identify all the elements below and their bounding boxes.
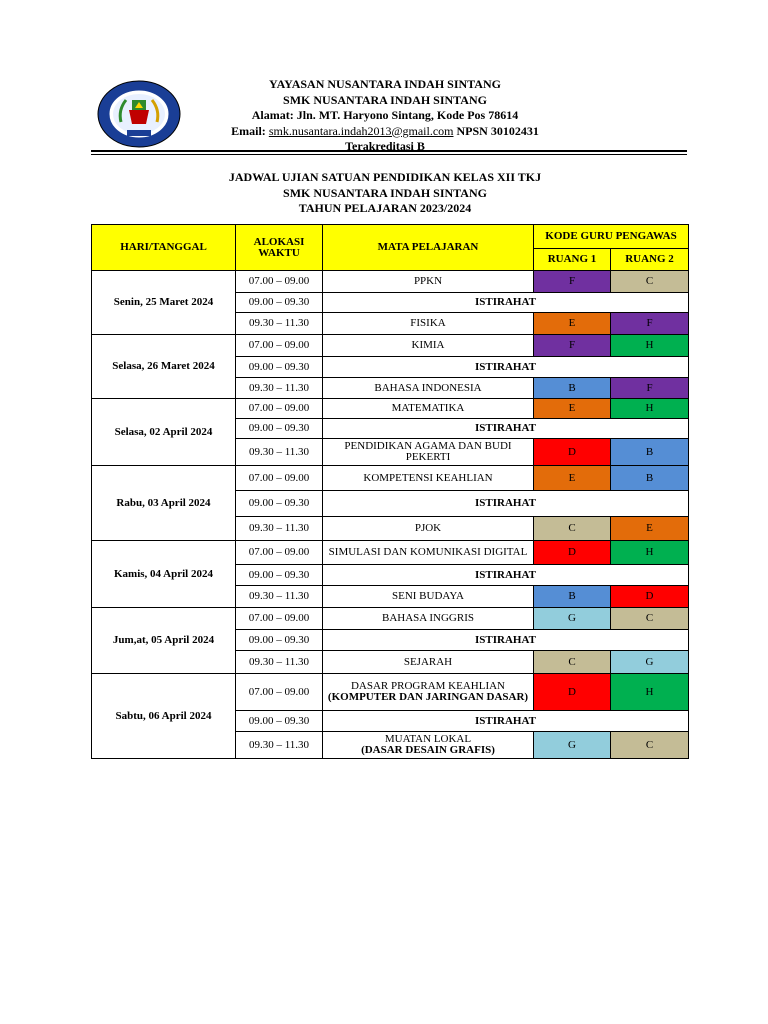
header-subject: MATA PELAJARAN bbox=[323, 225, 534, 271]
time-cell: 09.00 – 09.30 bbox=[236, 630, 323, 651]
time-cell: 09.00 – 09.30 bbox=[236, 419, 323, 439]
room-2-code: H bbox=[611, 541, 689, 565]
room-1-code: E bbox=[534, 399, 611, 419]
room-1-code: F bbox=[534, 335, 611, 357]
day-cell: Kamis, 04 April 2024 bbox=[92, 541, 236, 608]
room-1-code: F bbox=[534, 271, 611, 293]
room-2-code: D bbox=[611, 586, 689, 608]
time-cell: 07.00 – 09.00 bbox=[236, 674, 323, 711]
time-cell: 09.00 – 09.30 bbox=[236, 491, 323, 517]
time-cell: 09.30 – 11.30 bbox=[236, 517, 323, 541]
time-cell: 09.00 – 09.30 bbox=[236, 565, 323, 586]
subject-cell: BAHASA INGGRIS bbox=[323, 608, 534, 630]
day-cell: Selasa, 26 Maret 2024 bbox=[92, 335, 236, 399]
room-1-code: C bbox=[534, 517, 611, 541]
subject-main: MUATAN LOKAL bbox=[384, 733, 472, 745]
break-cell: ISTIRAHAT bbox=[323, 357, 689, 378]
time-cell: 07.00 – 09.00 bbox=[236, 271, 323, 293]
room-1-code: G bbox=[534, 608, 611, 630]
subject-cell bbox=[323, 674, 534, 711]
break-cell: ISTIRAHAT bbox=[323, 711, 689, 732]
subject-cell: MATEMATIKA bbox=[323, 399, 534, 419]
room-2-code: B bbox=[611, 439, 689, 466]
time-cell: 07.00 – 09.00 bbox=[236, 335, 323, 357]
room-1-code: D bbox=[534, 439, 611, 466]
subject-sub: (KOMPUTER DAN JARINGAN DASAR) bbox=[327, 691, 529, 703]
time-cell: 09.30 – 11.30 bbox=[236, 586, 323, 608]
header-rule-thin bbox=[91, 154, 687, 155]
time-cell: 09.30 – 11.30 bbox=[236, 313, 323, 335]
room-1-code: D bbox=[534, 674, 611, 711]
contact-line bbox=[200, 124, 570, 140]
day-cell: Selasa, 02 April 2024 bbox=[92, 399, 236, 466]
day-cell: Sabtu, 06 April 2024 bbox=[92, 674, 236, 759]
table-row bbox=[92, 399, 689, 419]
school-logo bbox=[96, 78, 182, 150]
room-1-code: B bbox=[534, 586, 611, 608]
exam-schedule-table bbox=[91, 224, 689, 759]
room-1-code: B bbox=[534, 378, 611, 399]
room-2-code: H bbox=[611, 674, 689, 711]
subject-cell: FISIKA bbox=[323, 313, 534, 335]
email-link[interactable]: smk.nusantara.indah2013@gmail.com bbox=[268, 123, 454, 138]
school-address: Alamat: Jln. MT. Haryono Sintang, Kode Pos 78614 bbox=[251, 108, 519, 122]
header-day: HARI/TANGGAL bbox=[92, 225, 236, 271]
time-cell: 09.30 – 11.30 bbox=[236, 651, 323, 674]
school-name: SMK NUSANTARA INDAH SINTANG bbox=[283, 92, 487, 107]
break-cell: ISTIRAHAT bbox=[323, 293, 689, 313]
break-cell: ISTIRAHAT bbox=[323, 630, 689, 651]
header-room-2: RUANG 2 bbox=[611, 249, 689, 271]
email-label: Email: bbox=[231, 123, 266, 138]
table-row bbox=[92, 466, 689, 491]
title-line-3: TAHUN PELAJARAN 2023/2024 bbox=[298, 201, 472, 215]
room-2-code: F bbox=[611, 378, 689, 399]
room-1-code: G bbox=[534, 732, 611, 759]
subject-cell: SEJARAH bbox=[323, 651, 534, 674]
table-row bbox=[92, 271, 689, 293]
document-title bbox=[120, 170, 650, 217]
room-2-code: B bbox=[611, 466, 689, 491]
accreditation: Terakreditasi B bbox=[345, 139, 425, 153]
time-cell: 09.30 – 11.30 bbox=[236, 732, 323, 759]
time-cell: 07.00 – 09.00 bbox=[236, 608, 323, 630]
room-2-code: C bbox=[611, 271, 689, 293]
break-cell: ISTIRAHAT bbox=[323, 565, 689, 586]
room-1-code: D bbox=[534, 541, 611, 565]
subject-cell: PPKN bbox=[323, 271, 534, 293]
npsn: NPSN 30102431 bbox=[456, 123, 539, 138]
time-cell: 07.00 – 09.00 bbox=[236, 466, 323, 491]
time-cell: 09.30 – 11.30 bbox=[236, 439, 323, 466]
subject-cell: BAHASA INDONESIA bbox=[323, 378, 534, 399]
break-cell: ISTIRAHAT bbox=[323, 491, 689, 517]
time-cell: 09.00 – 09.30 bbox=[236, 711, 323, 732]
title-line-1: JADWAL UJIAN SATUAN PENDIDIKAN KELAS XII TKJ bbox=[228, 170, 542, 184]
subject-cell: PENDIDIKAN AGAMA DAN BUDI PEKERTI bbox=[323, 439, 534, 466]
table-row bbox=[92, 541, 689, 565]
subject-cell: KIMIA bbox=[323, 335, 534, 357]
break-cell: ISTIRAHAT bbox=[323, 419, 689, 439]
time-cell: 09.00 – 09.30 bbox=[236, 357, 323, 378]
room-2-code: G bbox=[611, 651, 689, 674]
room-1-code: E bbox=[534, 313, 611, 335]
subject-cell bbox=[323, 732, 534, 759]
subject-sub: (DASAR DESAIN GRAFIS) bbox=[361, 744, 495, 756]
day-cell: Rabu, 03 April 2024 bbox=[92, 466, 236, 541]
table-row bbox=[92, 674, 689, 711]
letterhead bbox=[200, 77, 570, 155]
subject-cell: PJOK bbox=[323, 517, 534, 541]
time-cell: 09.30 – 11.30 bbox=[236, 378, 323, 399]
room-2-code: C bbox=[611, 608, 689, 630]
room-1-code: E bbox=[534, 466, 611, 491]
room-2-code: E bbox=[611, 517, 689, 541]
header-time: ALOKASI WAKTU bbox=[236, 225, 323, 271]
time-cell: 07.00 – 09.00 bbox=[236, 541, 323, 565]
header-supervisor-code: KODE GURU PENGAWAS bbox=[534, 225, 689, 249]
room-2-code: F bbox=[611, 313, 689, 335]
subject-cell: SENI BUDAYA bbox=[323, 586, 534, 608]
room-2-code: C bbox=[611, 732, 689, 759]
day-cell: Senin, 25 Maret 2024 bbox=[92, 271, 236, 335]
subject-main: DASAR PROGRAM KEAHLIAN bbox=[350, 680, 505, 692]
day-cell: Jum,at, 05 April 2024 bbox=[92, 608, 236, 674]
room-2-code: H bbox=[611, 335, 689, 357]
subject-cell: KOMPETENSI KEAHLIAN bbox=[323, 466, 534, 491]
room-1-code: C bbox=[534, 651, 611, 674]
table-row bbox=[92, 335, 689, 357]
foundation-name: YAYASAN NUSANTARA INDAH SINTANG bbox=[269, 77, 501, 91]
time-cell: 07.00 – 09.00 bbox=[236, 399, 323, 419]
time-cell: 09.00 – 09.30 bbox=[236, 293, 323, 313]
header-room-1: RUANG 1 bbox=[534, 249, 611, 271]
title-line-2: SMK NUSANTARA INDAH SINTANG bbox=[283, 185, 487, 200]
subject-cell: SIMULASI DAN KOMUNIKASI DIGITAL bbox=[323, 541, 534, 565]
room-2-code: H bbox=[611, 399, 689, 419]
header-rule-thick bbox=[91, 150, 687, 152]
table-row bbox=[92, 608, 689, 630]
